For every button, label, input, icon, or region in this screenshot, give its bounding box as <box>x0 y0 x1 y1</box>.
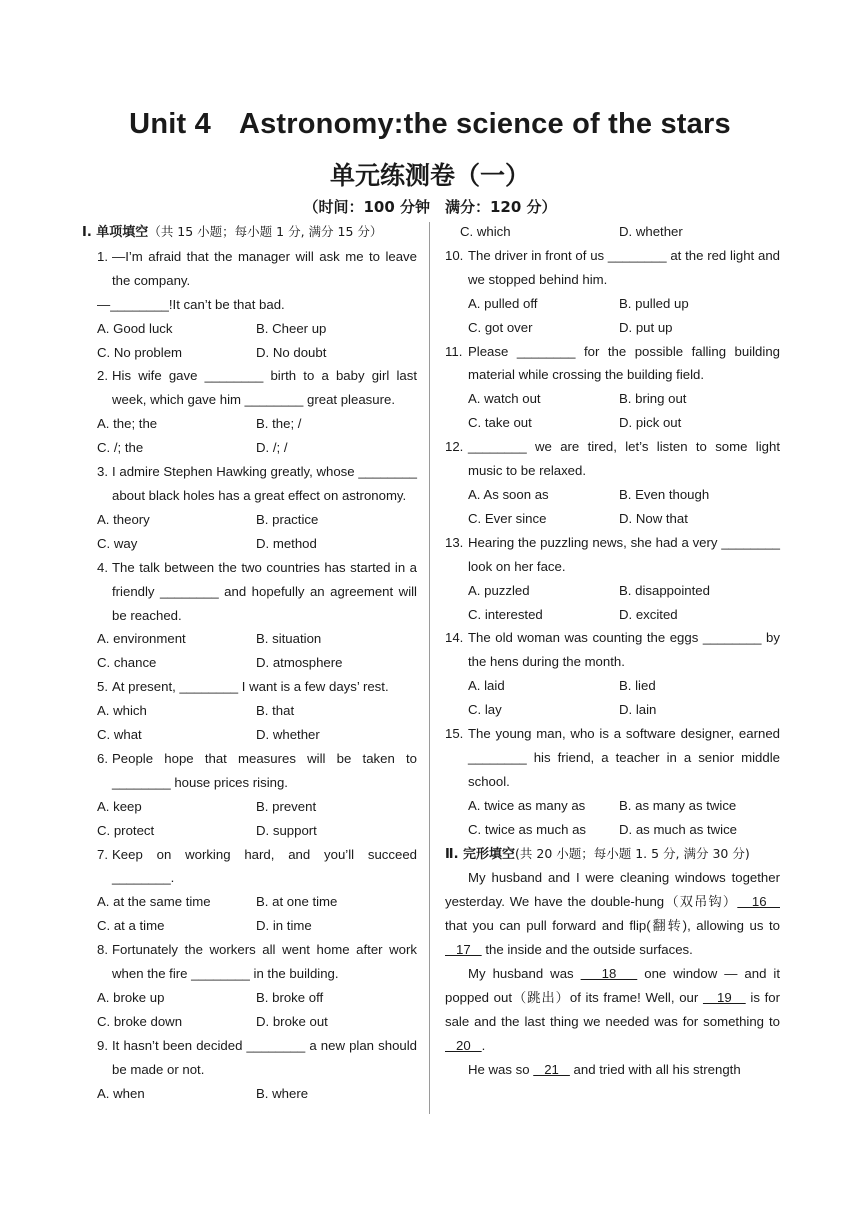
options-row <box>445 387 780 411</box>
option-c: C. interested <box>468 606 543 622</box>
option-d: D. broke out <box>256 1013 328 1029</box>
option-c: C. which <box>460 224 511 239</box>
option-b: B. broke off <box>256 990 324 1005</box>
section-1-heading <box>82 220 417 245</box>
question-1 <box>82 245 417 293</box>
question-7 <box>82 843 417 891</box>
options-row <box>82 1082 417 1106</box>
cloze-paragraph-2: My husband was 18 one window — and it popped out（跳出）of its frame! Well, our 19 is for sale and the last thing we needed was for something to 20 . <box>445 966 781 1053</box>
option-a: A. which <box>97 703 147 719</box>
option-c: C. No problem <box>97 344 183 360</box>
option-a: A. at the same time <box>97 894 211 910</box>
options-row <box>82 986 417 1010</box>
question-stem: The driver in front of us ________ at the red light and we stopped behind him. <box>468 247 780 287</box>
option-d: D. /; / <box>256 440 288 456</box>
options-row <box>82 1010 417 1034</box>
option-c: C. broke down <box>97 1013 183 1029</box>
option-c: C. take out <box>468 415 532 431</box>
option-d: D. support <box>256 822 317 838</box>
cloze-paragraph-1: My husband and I were cleaning windows together yesterday. We have the double-hung（双吊钩） 16 that you can pull forward and flip(翻转), allowing us to 17 the inside and the outside surfaces. <box>445 870 780 958</box>
section-1-note: （共 15 小题；每小题 1 分, 满分 15 分） <box>148 224 383 239</box>
option-b: B. where <box>256 1085 309 1101</box>
options-row <box>445 674 780 698</box>
option-a: A. watch out <box>468 391 541 407</box>
options-row <box>82 795 417 819</box>
blank-19: 19 <box>702 990 746 1005</box>
option-c: C. at a time <box>97 918 165 934</box>
question-11 <box>445 340 780 388</box>
question-list-right <box>445 244 780 842</box>
option-c: C. Ever since <box>468 510 547 526</box>
options-row <box>82 627 417 651</box>
question-10 <box>445 244 780 292</box>
options-row <box>445 698 780 722</box>
blank-16: 16 <box>737 894 780 910</box>
option-d: D. as much as twice <box>619 821 737 837</box>
option-d: D. whether <box>619 224 683 239</box>
option-d: D. atmosphere <box>256 655 343 671</box>
option-d: D. method <box>256 535 317 551</box>
option-b: B. as many as twice <box>619 797 737 813</box>
option-a: A. theory <box>97 511 150 527</box>
question-3 <box>82 460 417 508</box>
unit-number: Unit 4 <box>129 108 211 140</box>
right-column <box>445 220 780 1082</box>
option-a: A. when <box>97 1085 145 1101</box>
question-number: 15. <box>445 726 464 742</box>
question-number: 14. <box>445 630 464 646</box>
question-number: 8. <box>97 942 108 958</box>
question-stem: Hearing the puzzling news, she had a very ________ look on her face. <box>468 534 780 574</box>
option-a: A. As soon as <box>468 486 549 502</box>
question-stem: Fortunately the workers all went home after work when the fire ________ in the building. <box>112 942 417 982</box>
options-row <box>82 723 417 747</box>
option-d: D. No doubt <box>256 344 327 360</box>
options-row <box>445 316 780 340</box>
options-row <box>445 507 780 531</box>
question-number: 13. <box>445 534 464 550</box>
option-a: A. the; the <box>97 416 158 432</box>
option-b: B. bring out <box>619 391 687 407</box>
options-row <box>82 890 417 914</box>
question-stem: I admire Stephen Hawking greatly, whose ________ about black holes has a great effect on astronomy. <box>112 464 417 503</box>
option-b: B. practice <box>256 511 319 527</box>
question-number: 12. <box>445 439 464 455</box>
question-number: 3. <box>97 464 108 480</box>
option-d: D. excited <box>619 606 678 622</box>
option-a: A. Good luck <box>97 320 173 336</box>
option-b: B. pulled up <box>619 295 689 311</box>
question-8 <box>82 938 417 986</box>
question-reply: —________!It can’t be that bad. <box>97 296 285 312</box>
question-number: 2. <box>97 368 108 384</box>
question-stem: It hasn’t been decided ________ a new plan should be made or not. <box>112 1037 417 1077</box>
option-d: D. put up <box>619 319 673 335</box>
section-1-label: Ⅰ. 单项填空 <box>82 225 149 240</box>
option-a: A. laid <box>468 678 505 694</box>
question-14 <box>445 626 780 674</box>
option-c: C. lay <box>468 702 502 718</box>
options-row <box>82 532 417 556</box>
left-column <box>82 220 417 1106</box>
question-13 <box>445 531 780 579</box>
question-number: 4. <box>97 559 108 575</box>
options-row <box>82 508 417 532</box>
options-row <box>445 603 780 627</box>
options-row <box>82 819 417 843</box>
question-number: 10. <box>445 247 464 263</box>
question-2 <box>82 364 417 412</box>
option-c: C. protect <box>97 822 155 838</box>
unit-title <box>0 108 860 141</box>
question-stem: The young man, who is a software designer, earned ________ his friend, a teacher in a senior middle school. <box>468 726 780 789</box>
options-row <box>82 914 417 938</box>
option-b: B. at one time <box>256 894 338 910</box>
option-c: C. got over <box>468 319 533 335</box>
option-b: B. prevent <box>256 798 317 814</box>
column-divider <box>429 222 430 1114</box>
options-row <box>445 483 780 507</box>
option-d: D. pick out <box>619 415 682 431</box>
options-row <box>445 579 780 603</box>
options-row <box>82 651 417 675</box>
question-number: 9. <box>97 1037 108 1053</box>
option-b: B. lied <box>619 678 656 694</box>
cloze-paragraph-3: He was so 21 and tried with all his strength <box>468 1061 741 1077</box>
blank-17: 17 <box>445 942 482 958</box>
question-stem: The old woman was counting the eggs ________ by the hens during the month. <box>468 630 780 670</box>
option-a: A. broke up <box>97 990 165 1005</box>
options-row <box>82 317 417 341</box>
question-number: 11. <box>445 343 463 359</box>
options-row <box>445 818 780 842</box>
question-stem: —I’m afraid that the manager will ask me to leave the company. <box>112 248 417 288</box>
option-b: B. situation <box>256 631 322 647</box>
option-d: D. lain <box>619 702 657 718</box>
option-c: C. /; the <box>97 440 144 456</box>
option-c: C. twice as much as <box>468 821 586 837</box>
question-number: 6. <box>97 750 108 766</box>
option-a: A. environment <box>97 631 186 647</box>
option-b: B. Cheer up <box>256 320 327 336</box>
question-stem: At present, ________ I want is a few days’ rest. <box>112 679 389 695</box>
question-stem: The talk between the two countries has started in a friendly ________ and hopefully an agreement will be reached. <box>112 559 417 623</box>
options-row <box>445 292 780 316</box>
question-list-left <box>82 245 417 1106</box>
options-row <box>82 341 417 365</box>
question-15 <box>445 722 780 794</box>
question-12 <box>445 435 780 483</box>
option-b: B. that <box>256 703 295 719</box>
blank-21: 21 <box>533 1061 570 1077</box>
option-b: B. disappointed <box>619 582 710 598</box>
option-a: A. pulled off <box>468 295 538 311</box>
unit-topic: Astronomy:the science of the stars <box>238 108 731 140</box>
question-9 <box>82 1034 417 1082</box>
question-4 <box>82 556 417 628</box>
options-row <box>82 699 417 723</box>
option-d: D. in time <box>256 918 312 934</box>
options-row <box>82 412 417 436</box>
option-c: C. chance <box>97 655 157 671</box>
section-2-label: Ⅱ. 完形填空 <box>445 846 516 862</box>
question-stem: Please ________ for the possible falling building material while crossing the building field. <box>468 343 780 383</box>
time-score-info: （时间：100 分钟 满分：120 分） <box>303 198 557 216</box>
option-c: C. way <box>97 535 138 551</box>
question-5 <box>82 675 417 699</box>
question-9-options-cont <box>445 220 780 244</box>
option-b: B. the; / <box>256 416 302 432</box>
option-a: A. puzzled <box>468 582 530 598</box>
blank-20: 20 <box>445 1037 482 1053</box>
question-stem: Keep on working hard, and you’ll succeed ________. <box>112 846 417 886</box>
blank-18: 18 <box>580 966 638 982</box>
paper-title: 单元练测卷（一） <box>329 161 530 190</box>
option-a: A. keep <box>97 798 142 814</box>
options-row <box>445 794 780 818</box>
question-number: 7. <box>97 846 108 862</box>
question-stem: ________ we are tired, let’s listen to some light music to be relaxed. <box>468 439 780 479</box>
option-a: A. twice as many as <box>468 797 586 813</box>
option-d: D. whether <box>256 727 320 743</box>
question-number: 5. <box>97 679 108 695</box>
section-2-note: (共 20 小题；每小题 1. 5 分, 满分 30 分) <box>515 845 750 861</box>
options-row <box>445 411 780 435</box>
question-stem: People hope that measures will be taken to ________ house prices rising. <box>112 750 417 790</box>
question-number: 1. <box>97 248 108 264</box>
options-row <box>82 436 417 460</box>
section-2-heading <box>445 842 780 867</box>
question-6 <box>82 747 417 795</box>
question-stem: His wife gave ________ birth to a baby girl last week, which gave him ________ great pleasure. <box>112 368 417 408</box>
option-b: B. Even though <box>619 486 710 502</box>
option-d: D. Now that <box>619 510 688 526</box>
option-c: C. what <box>97 727 142 743</box>
